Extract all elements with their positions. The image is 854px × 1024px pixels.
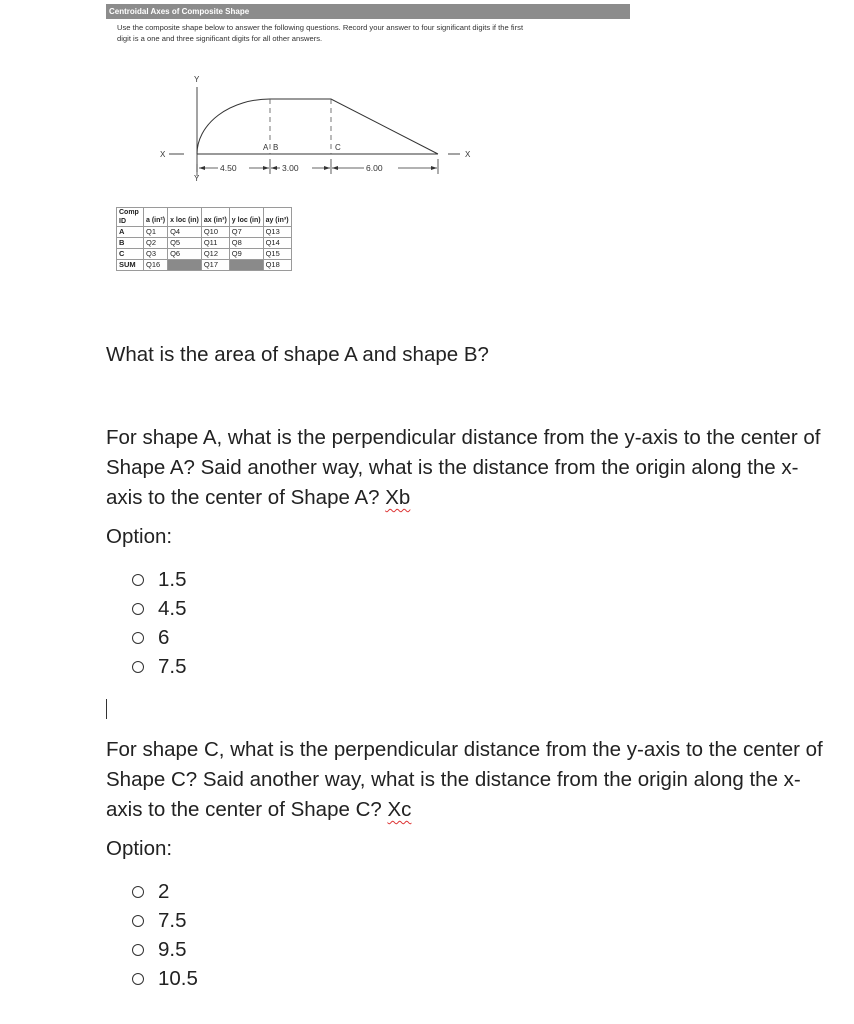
label-shape-a: A	[263, 143, 269, 152]
radio-bullet-icon[interactable]	[132, 632, 144, 644]
radio-bullet-icon[interactable]	[132, 973, 144, 985]
table-cell: Q11	[201, 238, 229, 249]
table-cell-shaded	[168, 260, 202, 271]
option-value: 9.5	[158, 938, 187, 961]
table-row	[117, 249, 292, 260]
y-axis-label-top: Y	[194, 75, 200, 84]
radio-bullet-icon[interactable]	[132, 915, 144, 927]
table-cell: B	[117, 238, 144, 249]
table-cell-shaded	[229, 260, 263, 271]
radio-bullet-icon[interactable]	[132, 603, 144, 615]
option-value: 7.5	[158, 655, 187, 678]
question-3-body: For shape C, what is the perpendicular distance from the y-axis to the center of Shape C? Said another way, what is the distance from the origin along the x-axis to the center of Shape C?	[106, 738, 823, 821]
table-cell: Q3	[144, 249, 168, 260]
table-cell: Q15	[263, 249, 291, 260]
table-cell: Q5	[168, 238, 202, 249]
y-axis-label-bottom: Y	[194, 174, 200, 183]
question-2-option-label: Option:	[106, 525, 173, 548]
table-cell: Q12	[201, 249, 229, 260]
option-value: 7.5	[158, 909, 187, 932]
table-row	[117, 227, 292, 238]
question-2-symbol: Xb	[385, 486, 411, 509]
table-cell: Q7	[229, 227, 263, 238]
dim-arrow-a-left	[199, 166, 205, 170]
table-cell: Q9	[229, 249, 263, 260]
dim-arrow-a-right	[263, 166, 269, 170]
table-cell: Q17	[201, 260, 229, 271]
radio-bullet-icon[interactable]	[132, 661, 144, 673]
table-header: Comp ID	[117, 208, 144, 227]
option-item[interactable]	[132, 964, 198, 993]
table-cell: Q2	[144, 238, 168, 249]
option-item[interactable]	[132, 565, 187, 594]
question-3-symbol: Xc	[387, 798, 412, 821]
label-shape-b: B	[273, 143, 279, 152]
dim-label-c: 6.00	[366, 163, 383, 173]
embedded-instructions: Use the composite shape below to answer the following questions. Record your answer to four significant digits if the first digit is a one and three significant digits for all other answers.	[117, 23, 524, 43]
question-2-options	[132, 565, 187, 681]
table-cell: C	[117, 249, 144, 260]
option-item[interactable]	[132, 623, 187, 652]
x-axis-label-right: X	[465, 150, 471, 159]
option-item[interactable]	[132, 906, 198, 935]
dim-arrow-b-right	[324, 166, 330, 170]
table-row	[117, 238, 292, 249]
option-value: 4.5	[158, 597, 187, 620]
table-header: y loc (in)	[229, 208, 263, 227]
table-cell: Q4	[168, 227, 202, 238]
table-cell: Q14	[263, 238, 291, 249]
dim-arrow-c-right	[431, 166, 437, 170]
table-cell: Q1	[144, 227, 168, 238]
table-header: a (in²)	[144, 208, 168, 227]
x-axis-label-left: X	[160, 150, 166, 159]
question-1-text: What is the area of shape A and shape B?	[106, 343, 489, 366]
table-cell: Q6	[168, 249, 202, 260]
option-item[interactable]	[132, 877, 198, 906]
radio-bullet-icon[interactable]	[132, 944, 144, 956]
option-value: 10.5	[158, 967, 198, 990]
question-3-option-label: Option:	[106, 837, 173, 860]
dim-label-a: 4.50	[220, 163, 237, 173]
option-item[interactable]	[132, 652, 187, 681]
table-cell: Q8	[229, 238, 263, 249]
table-sum-row	[117, 260, 292, 271]
table-cell: Q18	[263, 260, 291, 271]
component-table	[116, 207, 292, 271]
option-value: 6	[158, 626, 170, 649]
radio-bullet-icon[interactable]	[132, 574, 144, 586]
question-2-text	[106, 423, 826, 513]
label-shape-c: C	[335, 143, 341, 152]
text-cursor	[106, 699, 107, 719]
table-header: x loc (in)	[168, 208, 202, 227]
dim-label-b: 3.00	[282, 163, 299, 173]
option-item[interactable]	[132, 935, 198, 964]
option-value: 1.5	[158, 568, 187, 591]
table-header: ay (in³)	[263, 208, 291, 227]
table-cell: Q10	[201, 227, 229, 238]
composite-shape-outline	[197, 99, 438, 154]
question-3-text	[106, 735, 826, 825]
table-cell: A	[117, 227, 144, 238]
table-cell: Q13	[263, 227, 291, 238]
table-header: ax (in³)	[201, 208, 229, 227]
table-cell: SUM	[117, 260, 144, 271]
radio-bullet-icon[interactable]	[132, 886, 144, 898]
question-2-body: For shape A, what is the perpendicular distance from the y-axis to the center of Shape A? Said another way, what is the distance from the origin along the x-axis to the center of Shape A?	[106, 426, 821, 509]
option-value: 2	[158, 880, 170, 903]
table-header-row	[117, 208, 292, 227]
option-item[interactable]	[132, 594, 187, 623]
embedded-title: Centroidal Axes of Composite Shape	[106, 4, 630, 19]
table-cell: Q16	[144, 260, 168, 271]
question-3-options	[132, 877, 198, 993]
